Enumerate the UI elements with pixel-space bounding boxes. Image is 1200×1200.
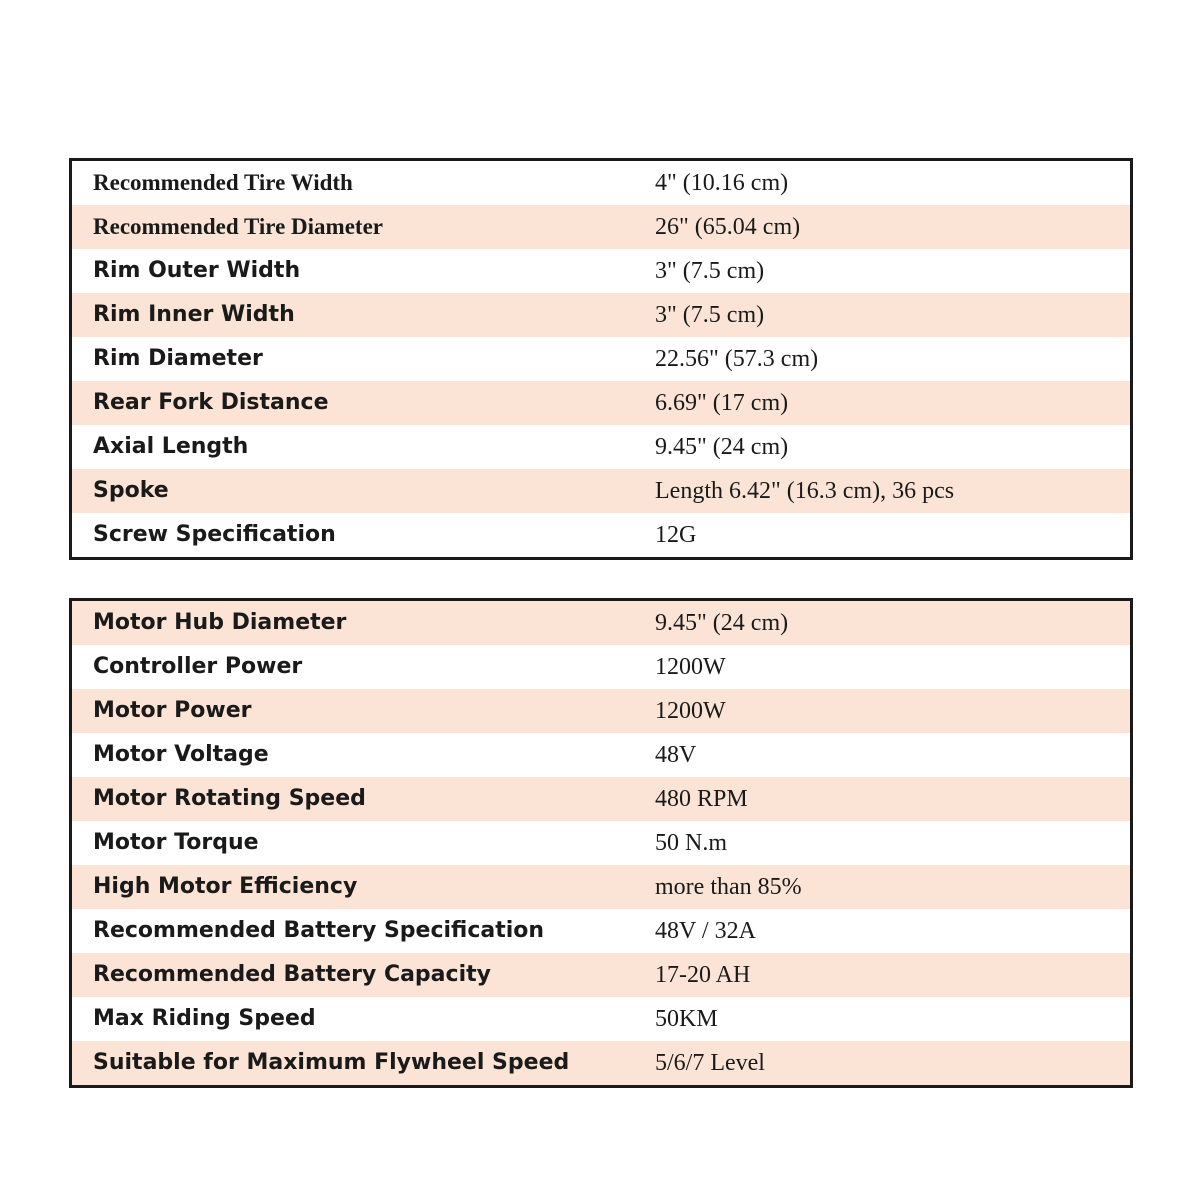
- table-row: [72, 821, 1130, 865]
- spec-value: 50KM: [655, 1006, 718, 1032]
- spec-label: Screw Specification: [93, 522, 336, 547]
- spec-label: Recommended Tire Width: [93, 170, 353, 195]
- spec-value: 48V: [655, 742, 697, 768]
- spec-value: 9.45" (24 cm): [655, 434, 789, 460]
- spec-label: Motor Voltage: [93, 742, 269, 767]
- table-row: [72, 161, 1130, 205]
- table-row: [72, 777, 1130, 821]
- spec-label: Spoke: [93, 478, 169, 503]
- table-row: [72, 293, 1130, 337]
- spec-value: 6.69" (17 cm): [655, 390, 789, 416]
- spec-label: Rim Inner Width: [93, 302, 295, 327]
- spec-value: 4" (10.16 cm): [655, 170, 789, 196]
- table-row: [72, 645, 1130, 689]
- spec-label: Motor Torque: [93, 830, 259, 855]
- motor-spec-table: [69, 598, 1133, 1088]
- table-row: [72, 909, 1130, 953]
- spec-label: Suitable for Maximum Flywheel Speed: [93, 1050, 570, 1075]
- spec-label: Rim Outer Width: [93, 258, 301, 283]
- table-row: [72, 205, 1130, 249]
- table-row: [72, 601, 1130, 645]
- spec-value: 1200W: [655, 698, 726, 724]
- spec-label: Axial Length: [93, 434, 249, 459]
- table-row: [72, 689, 1130, 733]
- spec-value: 48V / 32A: [655, 918, 756, 944]
- spec-value: 22.56" (57.3 cm): [655, 346, 819, 372]
- spec-label: Recommended Battery Specification: [93, 918, 545, 943]
- spec-value: 3" (7.5 cm): [655, 302, 765, 328]
- table-row: [72, 513, 1130, 557]
- spec-label: Recommended Tire Diameter: [93, 214, 383, 239]
- table-row: [72, 865, 1130, 909]
- spec-value: more than 85%: [655, 874, 802, 900]
- table-row: [72, 953, 1130, 997]
- table-row: [72, 337, 1130, 381]
- spec-label: Recommended Battery Capacity: [93, 962, 491, 987]
- spec-value: 17-20 AH: [655, 962, 751, 988]
- spec-label: Rear Fork Distance: [93, 390, 329, 415]
- spec-value: 12G: [655, 522, 697, 548]
- spec-value: Length 6.42" (16.3 cm), 36 pcs: [655, 478, 955, 504]
- wheel-spec-table: [69, 158, 1133, 560]
- spec-value: 5/6/7 Level: [655, 1050, 765, 1076]
- table-row: [72, 249, 1130, 293]
- spec-value: 26" (65.04 cm): [655, 214, 801, 240]
- table-row: [72, 1041, 1130, 1085]
- spec-label: Controller Power: [93, 654, 303, 679]
- spec-label: Motor Power: [93, 698, 252, 723]
- table-row: [72, 381, 1130, 425]
- table-row: [72, 997, 1130, 1041]
- table-row: [72, 425, 1130, 469]
- table-row: [72, 469, 1130, 513]
- spec-label: Max Riding Speed: [93, 1006, 316, 1031]
- spec-label: Motor Rotating Speed: [93, 786, 366, 811]
- spec-value: 1200W: [655, 654, 726, 680]
- spec-value: 480 RPM: [655, 786, 748, 812]
- spec-value: 50 N.m: [655, 830, 727, 856]
- table-row: [72, 733, 1130, 777]
- spec-label: Motor Hub Diameter: [93, 610, 347, 635]
- spec-value: 3" (7.5 cm): [655, 258, 765, 284]
- spec-label: Rim Diameter: [93, 346, 263, 371]
- spec-value: 9.45" (24 cm): [655, 610, 789, 636]
- spec-label: High Motor Efficiency: [93, 874, 358, 899]
